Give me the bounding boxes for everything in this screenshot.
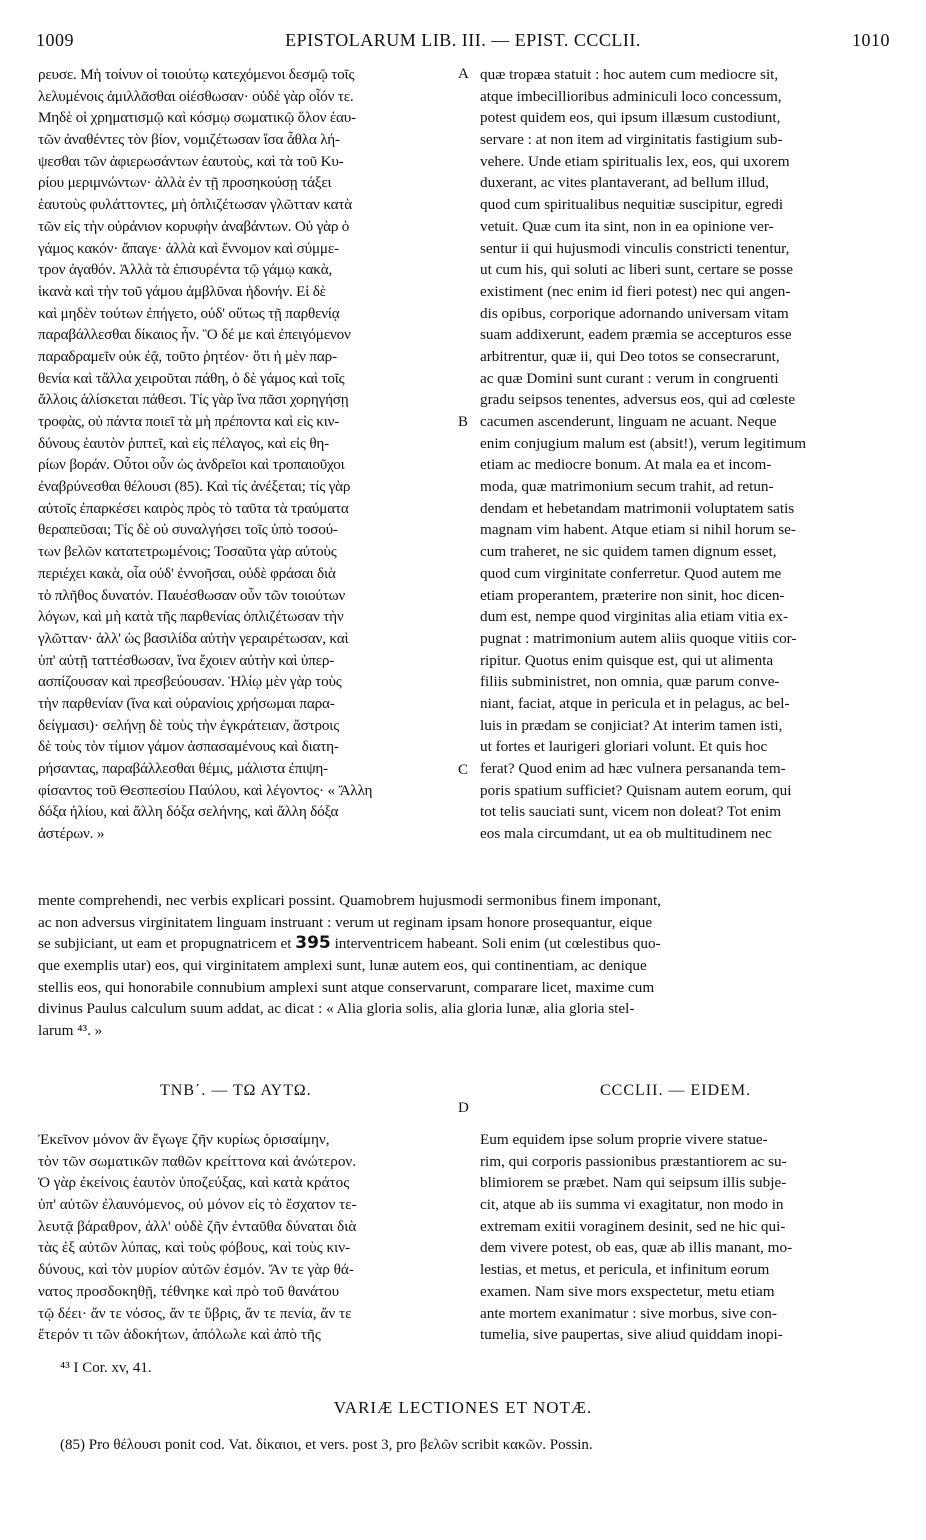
text-line: gradu seipsos tenentes, adversus eos, qui ad cœleste <box>480 391 796 409</box>
text-line: ασπίζουσαν καὶ πρεσβεύουσαν. Ἡλίῳ μὲν γὰρ τοὺς <box>38 673 342 691</box>
text-line: τὸν τῶν σωματικῶν παθῶν κρείττονα καὶ ἀνώτερον. <box>38 1152 357 1170</box>
text-line: ut fortes et laurigeri gloriari volunt. Et quis hoc <box>480 738 768 756</box>
greek-letter-title: ΤΝΒ΄. — ΤΩ ΑΥΤΩ. <box>160 1082 312 1099</box>
text-line: eos mala circumdant, ut ea ob multitudinem nec <box>480 825 772 843</box>
text-line: ac quæ Domini sunt curant : verum in congruenti <box>480 369 779 387</box>
text-line: moda, quæ matrimonium secum trahit, ad retun- <box>480 478 774 496</box>
text-line: vehere. Unde etiam spiritualis lex, eos, qui uxorem <box>480 152 790 170</box>
notes-title: VARIÆ LECTIONES ET NOTÆ. <box>333 1398 593 1417</box>
full-width-paragraph <box>38 890 888 1042</box>
text-line: λόγων, καὶ μὴ κατὰ τῆς παρθενίας ὁπλιζέτωσαν τὴν <box>38 608 344 626</box>
text-line: quod cum virginitate conferretur. Quod autem me <box>480 564 782 582</box>
text-line: τὸ πλῆθος δυνατόν. Παυέσθωσαν οὖν τῶν τοιούτων <box>38 586 346 604</box>
text-line: divinus Paulus calculum suum addat, ac dicat : « Alia gloria solis, alia gloria lunæ, alia gloria stel- <box>38 1000 635 1018</box>
text-line: duxerant, ac vites plantaverant, ad bellum illud, <box>480 174 769 192</box>
text-line: περιέχει κακὰ, οἷα οὐδ' ἐννοῆσαι, οὐδὲ φράσαι διὰ <box>38 564 336 582</box>
latin-letter-title: CCCLII. — EIDEM. <box>600 1082 752 1099</box>
text-line: δόξα ἡλίου, καὶ ἄλλη δόξα σελήνης, καὶ ἄλλη δόξα <box>38 803 339 821</box>
footnote: ⁴³ I Cor. xv, 41. <box>60 1360 152 1376</box>
text-line: lestias, et metus, et pericula, et infinitum eorum <box>480 1261 770 1279</box>
running-title: EPISTOLARUM LIB. III. — EPIST. CCCLII. <box>285 30 641 50</box>
text-line: quod cum spiritualibus nequitiæ suscipitur, egredi <box>480 196 784 214</box>
text-line: τὰς ἐξ αὐτῶν λύπας, καὶ τοὺς φόβους, καὶ τοὺς κιν- <box>38 1239 351 1257</box>
text-line: ἄλλοις ἁλίσκεται πάθεσι. Τίς γὰρ ἵνα πᾶσι χορηγήσῃ <box>38 391 349 409</box>
text-line: dem vivere potest, ob eas, quæ ab illis manant, mo- <box>480 1239 793 1257</box>
text-line: dendam et hebetandam matrimonii voluptatem satis <box>480 499 795 517</box>
text-line: dum est, nempe quod virginitas alia etiam vitia ex- <box>480 608 789 626</box>
text-line: cacumen ascenderunt, linguam ne acuant. Neque <box>480 413 777 430</box>
text-line: suam addixerunt, eadem præmia se accepturos esse <box>480 326 792 344</box>
text-line: ante mortem exanimatur : sive morbus, sive con- <box>480 1304 777 1322</box>
text-line: servare : at non item ad virginitatis fastigium sub- <box>480 131 783 149</box>
text-line: Μηδὲ οἱ χρηματισμῷ καὶ κόσμῳ σωματικῷ ὅλον ἑαυ- <box>38 109 356 127</box>
text-line: λελυμένοις ἁμιλλᾶσθαι οἰέσθωσαν· οὐδὲ γὰρ οἷόν τε. <box>38 87 354 105</box>
text-line: γάμος κακόν· ἄπαγε· ἀλλὰ καὶ ἔννομον καὶ σύμμε- <box>38 239 339 257</box>
text-line: ut cum his, qui soluti ac liberi sunt, certare se posse <box>480 261 793 279</box>
text-line: γλῶτταν· ἀλλ' ὡς βασιλίδα αὐτὴν γεραιρέτωσαν, καὶ <box>38 629 349 647</box>
greek-column <box>38 64 456 845</box>
text-line: τὴν παρθενίαν (ἵνα καὶ οὐρανίοις χρήσωμαι παρα- <box>38 694 335 712</box>
text-line: cum traheret, ne sic quidem tamen dignum esset, <box>480 543 777 561</box>
running-header <box>36 30 890 54</box>
text-line: niant, faciat, atque in pericula et in pelagus, ac bel- <box>480 694 790 712</box>
page-number-left: 1009 <box>36 30 74 50</box>
text-line: dis opibus, corporique adornando universam vitam <box>480 304 789 322</box>
text-line: stellis eos, qui honorabile connubium amplexi sunt atque conservarunt, comparare licet, maxime cum <box>38 978 655 996</box>
text-line: existiment (nec enim id fieri potest) nec qui angen- <box>480 282 791 300</box>
text-line: δὲ τοὺς τὸν τίμιον γάμον ἀσπασαμένους καὶ διατη- <box>38 738 339 756</box>
text-line: se subjiciant, ut eam et propugnatricem et 395 interventricem habeant. Soli enim (ut cœlestibus quo- <box>38 933 661 954</box>
text-line: arbitrentur, quæ ii, qui Deo totos se consecrarunt, <box>480 347 780 365</box>
text-line: sentur ii qui hujusmodi vinculis constricti tenentur, <box>480 239 790 257</box>
text-line: atque imbecillioribus adminiculi loco concessum, <box>480 87 782 105</box>
text-line: τῷ δέει· ἄν τε νόσος, ἄν τε ὕβρις, ἄν τε πενία, ἄν τε <box>38 1304 352 1322</box>
column-number: 395 <box>295 933 331 954</box>
text-line: ac non adversus virginitatem linguam instruant : verum ut reginam ipsam honore prosequantur, eique <box>38 913 653 931</box>
note-85: (85) Pro θέλουσι ponit cod. Vat. δίκαιοι, et vers. post 3, pro βελῶν scribit κακῶν. Possin. <box>60 1437 593 1453</box>
text-line: τρον ἀγαθόν. Ἀλλὰ τὰ ἐπισυρέντα τῷ γάμῳ κακὰ, <box>38 261 333 279</box>
text-line: ὑπ' αὐτῶν ἐλαυνόμενος, οὐ μόνον εἰς τὸ ἔσχατον τε- <box>38 1196 357 1214</box>
text-line: etiam properantem, præterire non sinit, hoc dicen- <box>480 586 785 604</box>
text-line: των βελῶν κατατετρωμένοις; Τοσαῦτα γὰρ αὐτοὺς <box>38 543 337 561</box>
text-line: ripitur. Quotus enim quisque est, qui ut alimenta <box>480 651 774 669</box>
text-line: potest quidem eos, qui ipsum illæsum custodiunt, <box>480 109 781 127</box>
text-line: extremam exitii voraginem desinit, sed ne hic qui- <box>480 1217 786 1235</box>
text-line: larum ⁴³. » <box>38 1022 103 1040</box>
text-line: καὶ μηδὲν τούτων ἐπήγετο, οὐδ' οὕτως τῇ παρθενίᾳ <box>38 304 340 322</box>
text-line: tumelia, sive paupertas, sive aliud quiddam inopi- <box>480 1326 783 1344</box>
text-line: examen. Nam sive mors exspectetur, metu etiam <box>480 1282 775 1300</box>
text-line: filiis subministret, non omnia, quæ parum conve- <box>480 673 780 691</box>
text-line: παραδραμεῖν οὐκ ἐᾷ, τοῦτο ῥητέον· ὅτι ἡ μὲν παρ- <box>38 347 337 365</box>
text-line: θεραπεῦσαι; Τίς δὲ οὐ συναλγήσει τοῖς ὑπὸ τοσού- <box>38 521 338 539</box>
text-line: ρίου μεριμνώντων· ἀλλὰ ἐν τῇ προσηκούσῃ τάξει <box>38 174 332 192</box>
text-line: αὐτοῖς ἐπαρκέσει καιρὸς πρὸς τὸ ταῦτα τὰ τραύματα <box>38 499 349 517</box>
latin-column <box>480 64 888 845</box>
text-line: enim conjugium malum est (absit!), verum legitimum <box>480 434 807 452</box>
text-line: φίσαντος τοῦ Θεσπεσίου Παύλου, καὶ λέγοντος· « Ἄλλη <box>38 781 373 799</box>
margin-mark-d: D <box>458 1100 469 1116</box>
text-line: magnam vim habent. Atque etiam si nihil horum se- <box>480 521 796 539</box>
text-line: etiam ac mediocre bonum. At mala ea et incom- <box>480 456 772 474</box>
text-line: cit, atque ab iis summa vi exagitatur, non modo in <box>480 1196 784 1214</box>
text-line: blimiorem se præbet. Nam qui seipsum illis subje- <box>480 1174 787 1192</box>
text-line: παραβάλλεσθαι δίκαιος ἦν. Ὃ δέ με καὶ ἐπειγόμενον <box>38 326 351 344</box>
text-line: ἕτερόν τι τῶν ἀδοκήτων, ἀπόλωλε καὶ ἀπὸ τῆς <box>38 1326 321 1344</box>
margin-mark-b: B <box>458 414 469 430</box>
text-line: ρευσε. Μὴ τοίνυν οἱ τοιούτῳ κατεχόμενοι δεσμῷ τοῖς <box>38 66 355 83</box>
text-line: τῶν εἰς τὴν οὐράνιον κορυφὴν ἀναβάντων. Οὐ γὰρ ὁ <box>38 217 350 235</box>
text-line: ἱκανὰ καὶ τὴν τοῦ γάμου ἀμβλῦναι ἡδονήν. Εἰ δὲ <box>38 282 326 300</box>
text-line: poris spatium sufficiet? Quisnam autem eorum, qui <box>480 781 792 799</box>
margin-mark-c: C <box>458 762 469 778</box>
text-line: ἑαυτοὺς φυλάττοντες, μὴ ὁπλιζέτωσαν γλῶτταν κατὰ <box>38 196 353 214</box>
text-line: Ἐκεῖνον μόνον ἂν ἔγωγε ζῆν κυρίως ὁρισαίμην, <box>38 1131 330 1148</box>
text-line: δύνους ἑαυτὸν ῥιπτεῖ, καὶ εἰς πέλαγος, καὶ εἰς θη- <box>38 434 329 452</box>
text-line: pugnat : matrimonium autem aliis quoque vitiis cor- <box>480 629 797 647</box>
text-line: ρίων βοράν. Οὗτοι οὖν ὡς ἀνδρεῖοι καὶ τροπαιοῦχοι <box>38 456 345 474</box>
greek-column-letter2 <box>38 1129 456 1346</box>
latin-column-letter2 <box>480 1129 888 1346</box>
text-line: τῶν ἀναθέντες τὸν βίον, νομιζέτωσαν ἴσα ἆθλα λή- <box>38 131 340 149</box>
text-line: ἐναβρύνεσθαι θέλουσι (85). Καὶ τίς ἀνέξεται; τίς γὰρ <box>38 478 351 496</box>
text-line: τροφὰς, οὐ πάντα ποιεῖ τὰ μὴ πρέποντα καὶ εἰς κιν- <box>38 413 340 430</box>
text-line: ρήσαντας, παραβάλλεσθαι θέμις, μάλιστα ἐπιψη- <box>38 760 328 777</box>
text-line: Eum equidem ipse solum proprie vivere statue- <box>480 1131 768 1148</box>
text-line: vetuit. Quæ cum ita sint, non in ea opinione ver- <box>480 217 774 235</box>
text-line: ferat? Quod enim ad hæc vulnera persananda tem- <box>480 760 786 777</box>
text-line: δείγμασι)· σελήνῃ δὲ τοὺς τὴν ἐγκράτειαν, ἄστροις <box>38 716 340 734</box>
text-line: λευτᾷ βάραθρον, ἀλλ' οὐδὲ ζῆν ἐνταῦθα δύναται διὰ <box>38 1217 357 1235</box>
text-line: ψεσθαι τῶν ἀφιερωσάντων ἑαυτοὺς, καὶ τὰ τοῦ Κυ- <box>38 152 344 170</box>
text-line: que exemplis utar) eos, qui virginitatem amplexi sunt, lunæ autem eos, qui continentiam, ac denique <box>38 957 647 975</box>
text-line: ὑπ' αὐτῇ ταττέσθωσαν, ἵνα ἔχοιεν αὐτὴν καὶ ὑπερ- <box>38 651 335 669</box>
text-line: ἀστέρων. » <box>38 825 105 843</box>
text-line: quæ tropæa statuit : hoc autem cum mediocre sit, <box>480 66 779 83</box>
text-line: luis in prædam se conjiciat? At interim tamen isti, <box>480 716 783 734</box>
text-line: mente comprehendi, nec verbis explicari possint. Quamobrem hujusmodi sermonibus finem imponant, <box>38 892 661 909</box>
text-line: θενία καὶ τἄλλα χειροῦται πάθη, ὁ δὲ γάμος καὶ τοῖς <box>38 369 345 387</box>
text-line: νατος προσδοκηθῇ, τέθνηκε καὶ πρὸ τοῦ θανάτου <box>38 1282 340 1300</box>
margin-mark-a: A <box>458 66 469 82</box>
text-line: δύνους, καὶ τὸν μυρίον αὐτῶν ἐσμόν. Ἄν τε γὰρ θά- <box>38 1261 354 1279</box>
page-number-right: 1010 <box>852 30 890 50</box>
text-line: rim, qui corporis passionibus præstantiorem ac su- <box>480 1152 787 1170</box>
text-line: tot telis sauciati sunt, vicem non doleat? Tot enim <box>480 803 782 821</box>
text-line: Ὁ γὰρ ἐκείνοις ἑαυτὸν ὑποζεύξας, καὶ κατὰ κράτος <box>38 1174 350 1192</box>
